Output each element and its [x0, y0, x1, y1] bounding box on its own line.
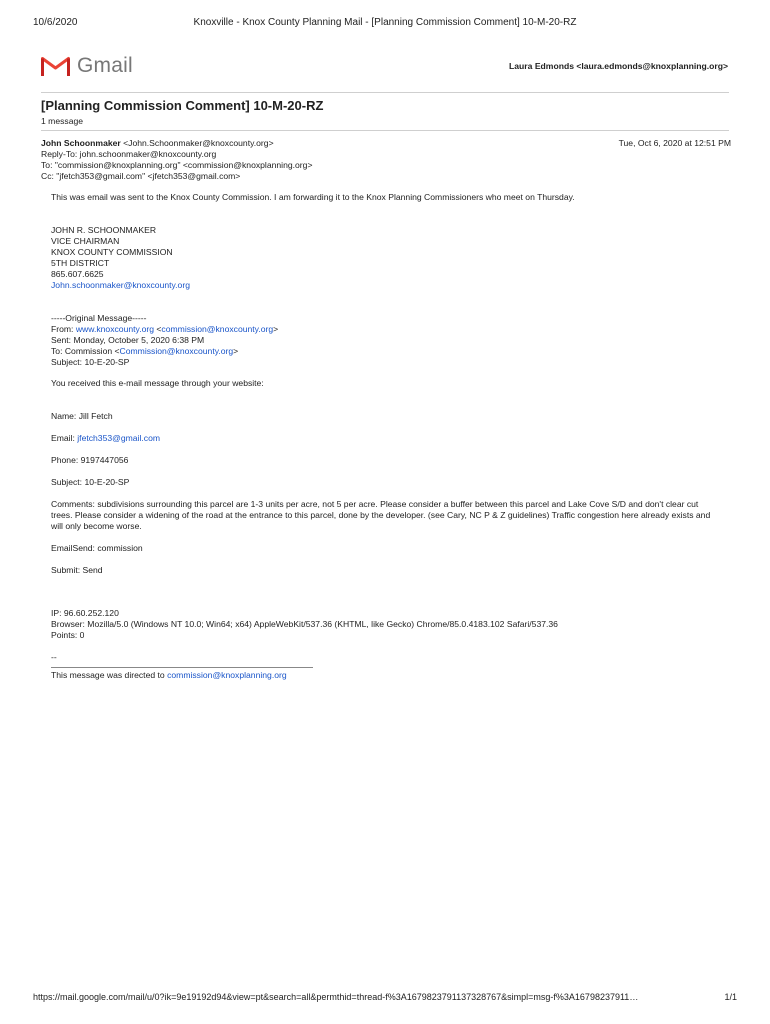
gmail-m-icon: [41, 55, 70, 77]
website-link[interactable]: www.knoxcounty.org: [75, 323, 155, 334]
to-line: To: "commission@knoxplanning.org" <commission@knoxplanning.org>: [41, 160, 313, 170]
cc-line: Cc: "jfetch353@gmail.com" <jfetch353@gmail.com>: [41, 171, 241, 181]
form-browser: Browser: Mozilla/5.0 (Windows NT 10.0; Win64; x64) AppleWebKit/537.36 (KHTML, like Gecko) Chrome/85.0.4183.102 Safari/537.36: [51, 619, 558, 629]
signature-org: KNOX COUNTY COMMISSION: [51, 246, 173, 257]
print-header-title: Knoxville - Knox County Planning Mail - [Planning Commission Comment] 10-M-20-RZ: [193, 17, 577, 28]
reply-to-line: Reply-To: john.schoonmaker@knoxcounty.org: [41, 149, 217, 159]
print-footer-url: https://mail.google.com/mail/u/0?ik=9e19192d94&view=pt&search=all&permthid=thread-f%3A1679823791137328767&simpl=msg-f%3A16798237911…: [33, 992, 639, 1002]
original-message-header: -----Original Message-----: [51, 312, 147, 323]
signature-district: 5TH DISTRICT: [51, 257, 110, 268]
directed-email-link[interactable]: commission@knoxplanning.org: [167, 670, 287, 680]
form-ip: IP: 96.60.252.120: [51, 608, 119, 618]
original-to: To: Commission <Commission@knoxcounty.org>: [51, 345, 239, 356]
thread-subject: [Planning Commission Comment] 10-M-20-RZ: [41, 98, 324, 113]
form-submit: Submit: Send: [51, 564, 103, 575]
form-name: Name: Jill Fetch: [51, 410, 113, 421]
print-footer-page: 1/1: [724, 992, 737, 1002]
divider: [41, 130, 729, 131]
commission-to-link[interactable]: Commission@knoxcounty.org: [119, 345, 234, 356]
message-header: [41, 138, 731, 182]
account-name: Laura Edmonds <laura.edmonds@knoxplanning.org>: [509, 61, 728, 71]
intro-text: This was email was sent to the Knox County Commission. I am forwarding it to the Knox Planning Commissioners who meet on Thursday.: [51, 192, 575, 202]
received-text: You received this e-mail message through your website:: [51, 378, 264, 388]
commission-email-link[interactable]: commission@knoxcounty.org: [161, 323, 274, 334]
signature-title: VICE CHAIRMAN: [51, 235, 120, 246]
form-points: Points: 0: [51, 630, 85, 640]
form-emailsend: EmailSend: commission: [51, 542, 143, 553]
form-email: Email: jfetch353@gmail.com: [51, 432, 161, 443]
original-subject: Subject: 10-E-20-SP: [51, 356, 130, 367]
original-from: From: www.knoxcounty.org <commission@knoxcounty.org>: [51, 323, 279, 334]
divider: [51, 667, 313, 668]
dashes: --: [51, 652, 57, 662]
sender-name[interactable]: John Schoonmaker: [41, 138, 121, 148]
form-phone: Phone: 9197447056: [51, 454, 129, 465]
divider: [41, 92, 729, 93]
original-sent: Sent: Monday, October 5, 2020 6:38 PM: [51, 334, 205, 345]
print-header-date: 10/6/2020: [33, 17, 78, 28]
signature-email-link[interactable]: John.schoonmaker@knoxcounty.org: [51, 279, 190, 290]
sender-email: <John.Schoonmaker@knoxcounty.org>: [120, 138, 274, 148]
message-count: 1 message: [41, 116, 84, 126]
form-subject: Subject: 10-E-20-SP: [51, 476, 130, 487]
message-body: [51, 192, 721, 681]
message-date: Tue, Oct 6, 2020 at 12:51 PM: [618, 138, 731, 148]
gmail-logo[interactable]: [41, 54, 133, 78]
signature-phone: 865.607.6625: [51, 268, 104, 279]
directed-line: This message was directed to commission@knoxplanning.org: [51, 670, 287, 680]
signature-name: JOHN R. SCHOONMAKER: [51, 224, 157, 235]
form-email-link[interactable]: jfetch353@gmail.com: [77, 432, 161, 443]
gmail-wordmark: Gmail: [77, 54, 133, 77]
form-comments: Comments: subdivisions surrounding this parcel are 1-3 units per acre, not 5 per acre. Please consider a buffer between this parcel and Lake Cove S/D and don't clear cut trees. Please consider a widening of the road at the entrance to this parcel, done by the developer. (see Cary, NC P & Z guidelines) Traffic congestion here already exists and will only become worse.: [51, 498, 711, 531]
signature: [51, 225, 721, 291]
